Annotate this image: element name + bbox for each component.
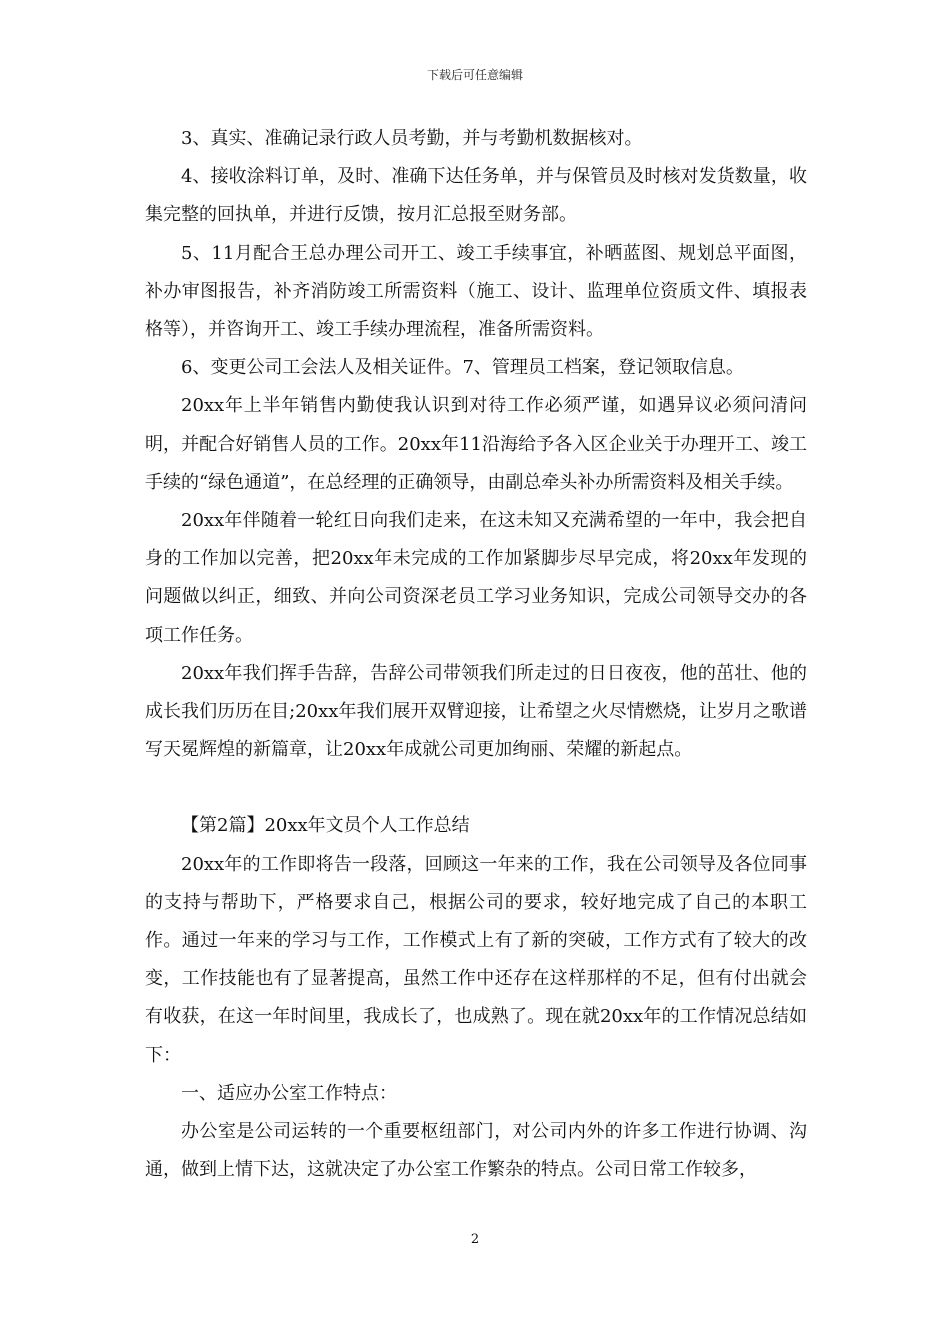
document-body [145, 120, 807, 1189]
paragraph-item-4: 4、接收涂料订单，及时、准确下达任务单，并与保管员及时核对发货数量，收集完整的回执单，并进行反馈，按月汇总报至财务部。 [145, 166, 807, 226]
page-number: 2 [470, 1232, 480, 1247]
paragraph-summary-intro: 20xx年的工作即将告一段落，回顾这一年来的工作，我在公司领导及各位同事的支持与帮助下，严格要求自己，根据公司的要求，较好地完成了自己的本职工作。通过一年来的学习与工作，工作模式上有了新的突破，工作方式有了较大的改变，工作技能也有了显著提高，虽然工作中还存在这样那样的不足，但有付出就会有收获，在这一年时间里，我成长了，也成熟了。现在就20xx年的工作情况总结如下： [145, 853, 807, 1066]
paragraph-outlook: 20xx年伴随着一轮红日向我们走来，在这未知又充满希望的一年中，我会把自身的工作加以完善，把20xx年未完成的工作加紧脚步尽早完成，将20xx年发现的问题做以纠正，细致、并向公司资深老员工学习业务知识，完成公司领导交办的各项工作任务。 [145, 510, 807, 646]
paragraph-item-3: 3、真实、准确记录行政人员考勤，并与考勤机数据核对。 [181, 128, 643, 149]
section-title: 【第2篇】20xx年文员个人工作总结 [181, 815, 470, 837]
paragraph-item-6-7: 6、变更公司工会法人及相关证件。7、管理员工档案，登记领取信息。 [181, 357, 744, 379]
paragraph-sales-reflection: 20xx年上半年销售内勤使我认识到对待工作必须严谨，如遇异议必须问清问明，并配合好销售人员的工作。20xx年11沿海给予各入区企业关于办理开工、竣工手续的“绿色通道”，在总经理的正确领导，由副总牵头补办所需资料及相关手续。 [145, 395, 807, 493]
page-header: 下载后可任意编辑 [426, 68, 523, 82]
paragraph-farewell: 20xx年我们挥手告辞，告辞公司带领我们所走过的日日夜夜，他的茁壮、他的成长我们历历在目;20xx年我们展开双臂迎接，让希望之火尽情燃烧，让岁月之歌谱写天冕辉煌的新篇章，让20xx年成就公司更加绚丽、荣耀的新起点。 [145, 662, 807, 761]
paragraph-office-role: 办公室是公司运转的一个重要枢纽部门，对公司内外的许多工作进行协调、沟通，做到上情下达，这就决定了办公室工作繁杂的特点。公司日常工作较多， [145, 1121, 807, 1181]
paragraph-heading-1: 一、适应办公室工作特点： [181, 1082, 397, 1104]
paragraph-item-5: 5、11月配合王总办理公司开工、竣工手续事宜，补晒蓝图、规划总平面图，补办审图报告，补齐消防竣工所需资料（施工、设计、监理单位资质文件、填报表格等），并咨询开工、竣工手续办理流程，准备所需资料。 [145, 242, 807, 341]
